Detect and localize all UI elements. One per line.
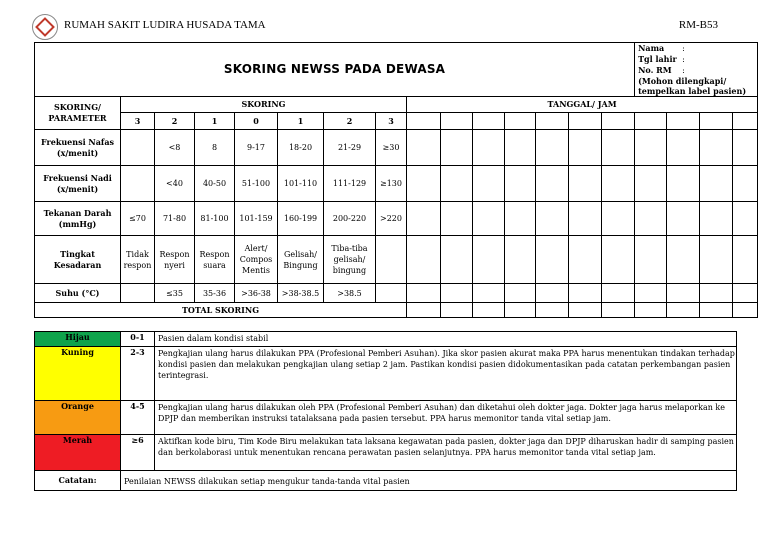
legend-description: Pengkajian ulang harus dilakukan oleh PPA (Profesional Pemberi Asuhan) dan diketahui oleh dokter jaga. Dokter jaga harus melaporkan ke DPJP dan memberikan instruksi tatalaksana pada pasien tersebut. PPA harus memonitor tanda vital setiap jam. <box>155 401 737 435</box>
score-cell: 101-110 <box>278 166 324 202</box>
tanggal-jam-cell[interactable] <box>473 202 505 236</box>
tanggal-jam-cell[interactable] <box>733 284 758 303</box>
score-cell: ≤70 <box>121 202 155 236</box>
tanggal-jam-cell[interactable] <box>635 236 667 284</box>
tanggal-jam-cell[interactable] <box>407 202 441 236</box>
tanggal-jam-cell[interactable] <box>536 303 569 318</box>
param-label: Frekuensi Nadi (x/menit) <box>35 166 121 202</box>
tanggal-jam-cell[interactable] <box>473 130 505 166</box>
total-row <box>35 303 758 318</box>
legend-description: Pengkajian ulang harus dilakukan PPA (Profesional Pemberi Asuhan). Jika skor pasien akurat maka PPA harus menentukan tindakan terhadap kondisi pasien dan melakukan pengkajian ulang setiap 2 jam. Pastikan kondisi pasien didokumentasikan pada catatan perkembangan pasien terintegrasi. <box>155 347 737 401</box>
score-cell: 101-159 <box>235 202 278 236</box>
score-cell: 35-36 <box>195 284 235 303</box>
tanggal-jam-cell[interactable] <box>441 202 473 236</box>
tanggal-jam-cell[interactable] <box>505 130 536 166</box>
tanggal-jam-cell[interactable] <box>667 166 700 202</box>
legend-color-hijau: Hijau <box>35 332 121 347</box>
score-cell: Tiba-tiba gelisah/ bingung <box>324 236 376 284</box>
hospital-logo-icon <box>32 14 58 40</box>
table-row <box>35 130 758 166</box>
score-cell: 71-80 <box>155 202 195 236</box>
form-title: SKORING NEWSS PADA DEWASA <box>35 43 635 97</box>
skoring-header: SKORING <box>121 97 407 113</box>
tanggal-jam-cell[interactable] <box>667 130 700 166</box>
tanggal-jam-cell[interactable] <box>733 130 758 166</box>
patient-label-note: (Mohon dilengkapi/ tempelkan label pasien) <box>638 76 747 96</box>
tanggal-jam-cell[interactable] <box>536 166 569 202</box>
catatan-text: Penilaian NEWSS dilakukan setiap mengukur tanda-tanda vital pasien <box>121 471 737 491</box>
score-cell: ≤35 <box>155 284 195 303</box>
score-cell: <8 <box>155 130 195 166</box>
table-row <box>35 202 758 236</box>
tanggal-jam-cell[interactable] <box>602 284 635 303</box>
scoring-table <box>34 42 758 318</box>
tanggal-jam-cell[interactable] <box>505 236 536 284</box>
score-cell: >38-38.5 <box>278 284 324 303</box>
score-cell: >38.5 <box>324 284 376 303</box>
legend-row <box>35 332 737 347</box>
tanggal-jam-cell[interactable] <box>536 236 569 284</box>
score-col-header: 2 <box>324 113 376 130</box>
tanggal-jam-cell[interactable] <box>635 303 667 318</box>
legend-range: 2-3 <box>121 347 155 401</box>
score-col-header: 1 <box>278 113 324 130</box>
legend-table <box>34 331 737 491</box>
tanggal-jam-cell[interactable] <box>505 303 536 318</box>
score-cell: ≥30 <box>376 130 407 166</box>
tanggal-jam-cell[interactable] <box>569 113 602 130</box>
score-cell: 51-100 <box>235 166 278 202</box>
score-cell: 8 <box>195 130 235 166</box>
tanggal-jam-cell[interactable] <box>602 236 635 284</box>
tanggal-jam-cell[interactable] <box>407 113 441 130</box>
score-cell: ≥130 <box>376 166 407 202</box>
tanggal-jam-cell[interactable] <box>602 130 635 166</box>
tanggal-jam-cell[interactable] <box>700 303 733 318</box>
tanggal-jam-cell[interactable] <box>667 303 700 318</box>
tanggal-jam-cell[interactable] <box>733 113 758 130</box>
page-header <box>32 12 738 38</box>
score-cell: <40 <box>155 166 195 202</box>
tanggal-jam-cell[interactable] <box>407 303 441 318</box>
tanggal-jam-header: TANGGAL/ JAM <box>407 97 758 113</box>
tanggal-jam-cell[interactable] <box>569 166 602 202</box>
tanggal-jam-cell[interactable] <box>635 284 667 303</box>
tanggal-jam-cell[interactable] <box>635 113 667 130</box>
table-row <box>35 166 758 202</box>
score-cell: >220 <box>376 202 407 236</box>
tanggal-jam-cell[interactable] <box>700 113 733 130</box>
legend-row <box>35 347 737 401</box>
score-col-header: 2 <box>155 113 195 130</box>
nama-colon: : <box>682 44 685 53</box>
tanggal-jam-cell[interactable] <box>700 130 733 166</box>
score-cell: Respon nyeri <box>155 236 195 284</box>
score-cell: 160-199 <box>278 202 324 236</box>
param-header: SKORING/ PARAMETER <box>35 97 121 130</box>
param-label: Frekuensi Nafas (x/menit) <box>35 130 121 166</box>
tanggal-jam-cell[interactable] <box>602 166 635 202</box>
tanggal-jam-cell[interactable] <box>473 303 505 318</box>
score-cell: 40-50 <box>195 166 235 202</box>
tanggal-jam-cell[interactable] <box>733 166 758 202</box>
tanggal-jam-cell[interactable] <box>441 166 473 202</box>
legend-row <box>35 401 737 435</box>
catatan-row <box>35 471 737 491</box>
tanggal-jam-cell[interactable] <box>441 303 473 318</box>
hospital-name: RUMAH SAKIT LUDIRA HUSADA TAMA <box>64 19 266 31</box>
tanggal-jam-cell[interactable] <box>667 236 700 284</box>
total-skoring-label: TOTAL SKORING <box>35 303 407 318</box>
score-cell: 9-17 <box>235 130 278 166</box>
tanggal-jam-cell[interactable] <box>441 236 473 284</box>
legend-color-merah: Merah <box>35 435 121 471</box>
legend-range: ≥6 <box>121 435 155 471</box>
tanggal-jam-cell[interactable] <box>733 303 758 318</box>
score-col-header: 3 <box>121 113 155 130</box>
no-rm-label: No. RM <box>638 65 672 75</box>
score-cell: 81-100 <box>195 202 235 236</box>
tanggal-jam-cell[interactable] <box>667 113 700 130</box>
legend-color-orange: Orange <box>35 401 121 435</box>
tanggal-jam-cell[interactable] <box>536 130 569 166</box>
tanggal-jam-cell[interactable] <box>536 284 569 303</box>
score-cell: 111-129 <box>324 166 376 202</box>
tanggal-jam-cell[interactable] <box>441 130 473 166</box>
score-col-header: 3 <box>376 113 407 130</box>
tanggal-jam-cell[interactable] <box>505 202 536 236</box>
catatan-label: Catatan: <box>35 471 121 491</box>
tanggal-jam-cell[interactable] <box>505 284 536 303</box>
tanggal-jam-cell[interactable] <box>602 113 635 130</box>
patient-info-box[interactable] <box>635 43 758 97</box>
nama-label: Nama <box>638 43 665 53</box>
tanggal-jam-cell[interactable] <box>635 130 667 166</box>
tanggal-jam-cell[interactable] <box>700 236 733 284</box>
param-label: Tingkat Kesadaran <box>35 236 121 284</box>
tanggal-jam-cell[interactable] <box>602 303 635 318</box>
tanggal-jam-cell[interactable] <box>441 284 473 303</box>
tanggal-jam-cell[interactable] <box>569 202 602 236</box>
score-cell: Tidak respon <box>121 236 155 284</box>
score-cell <box>121 166 155 202</box>
tanggal-jam-cell[interactable] <box>407 284 441 303</box>
tgl-lahir-label: Tgl lahir <box>638 54 677 64</box>
score-cell <box>376 236 407 284</box>
tanggal-jam-cell[interactable] <box>407 166 441 202</box>
legend-row <box>35 435 737 471</box>
table-row <box>35 284 758 303</box>
tanggal-jam-cell[interactable] <box>473 113 505 130</box>
tanggal-jam-cell[interactable] <box>407 236 441 284</box>
tanggal-jam-cell[interactable] <box>569 303 602 318</box>
legend-range: 0-1 <box>121 332 155 347</box>
tanggal-jam-cell[interactable] <box>602 202 635 236</box>
tanggal-jam-cell[interactable] <box>635 202 667 236</box>
score-cell: Respon suara <box>195 236 235 284</box>
legend-description: Aktifkan kode biru, Tim Kode Biru melakukan tata laksana kegawatan pada pasien, dokter jaga dan DPJP diharuskan hadir di samping pasien dan berkolaborasi untuk menentukan rencana perawatan pasien selanjutnya. PPA harus memonitor tanda vital setiap jam. <box>155 435 737 471</box>
score-cell <box>121 284 155 303</box>
tanggal-jam-cell[interactable] <box>569 130 602 166</box>
score-col-header: 0 <box>235 113 278 130</box>
legend-color-kuning: Kuning <box>35 347 121 401</box>
tanggal-jam-cell[interactable] <box>473 236 505 284</box>
tgl-lahir-colon: : <box>682 55 685 64</box>
tanggal-jam-cell[interactable] <box>667 202 700 236</box>
tanggal-jam-cell[interactable] <box>700 166 733 202</box>
tanggal-jam-cell[interactable] <box>473 166 505 202</box>
tanggal-jam-cell[interactable] <box>569 236 602 284</box>
score-cell: 18-20 <box>278 130 324 166</box>
tanggal-jam-cell[interactable] <box>407 130 441 166</box>
tanggal-jam-cell[interactable] <box>569 284 602 303</box>
param-label: Tekanan Darah (mmHg) <box>35 202 121 236</box>
tanggal-jam-cell[interactable] <box>505 166 536 202</box>
table-row <box>35 236 758 284</box>
form-code: RM-B53 <box>678 19 718 31</box>
legend-range: 4-5 <box>121 401 155 435</box>
tanggal-jam-cell[interactable] <box>441 113 473 130</box>
tanggal-jam-cell[interactable] <box>700 284 733 303</box>
tanggal-jam-cell[interactable] <box>505 113 536 130</box>
param-label: Suhu (°C) <box>35 284 121 303</box>
tanggal-jam-cell[interactable] <box>733 202 758 236</box>
score-cell: Gelisah/ Bingung <box>278 236 324 284</box>
score-cell <box>121 130 155 166</box>
score-cell: 200-220 <box>324 202 376 236</box>
tanggal-jam-cell[interactable] <box>536 202 569 236</box>
tanggal-jam-cell[interactable] <box>473 284 505 303</box>
tanggal-jam-cell[interactable] <box>667 284 700 303</box>
score-col-header: 1 <box>195 113 235 130</box>
tanggal-jam-cell[interactable] <box>536 113 569 130</box>
score-cell: Alert/ Compos Mentis <box>235 236 278 284</box>
tanggal-jam-cell[interactable] <box>635 166 667 202</box>
score-cell <box>376 284 407 303</box>
score-cell: 21-29 <box>324 130 376 166</box>
legend-description: Pasien dalam kondisi stabil <box>155 332 737 347</box>
tanggal-jam-cell[interactable] <box>700 202 733 236</box>
tanggal-jam-cell[interactable] <box>733 236 758 284</box>
no-rm-colon: : <box>682 66 685 75</box>
score-cell: >36-38 <box>235 284 278 303</box>
